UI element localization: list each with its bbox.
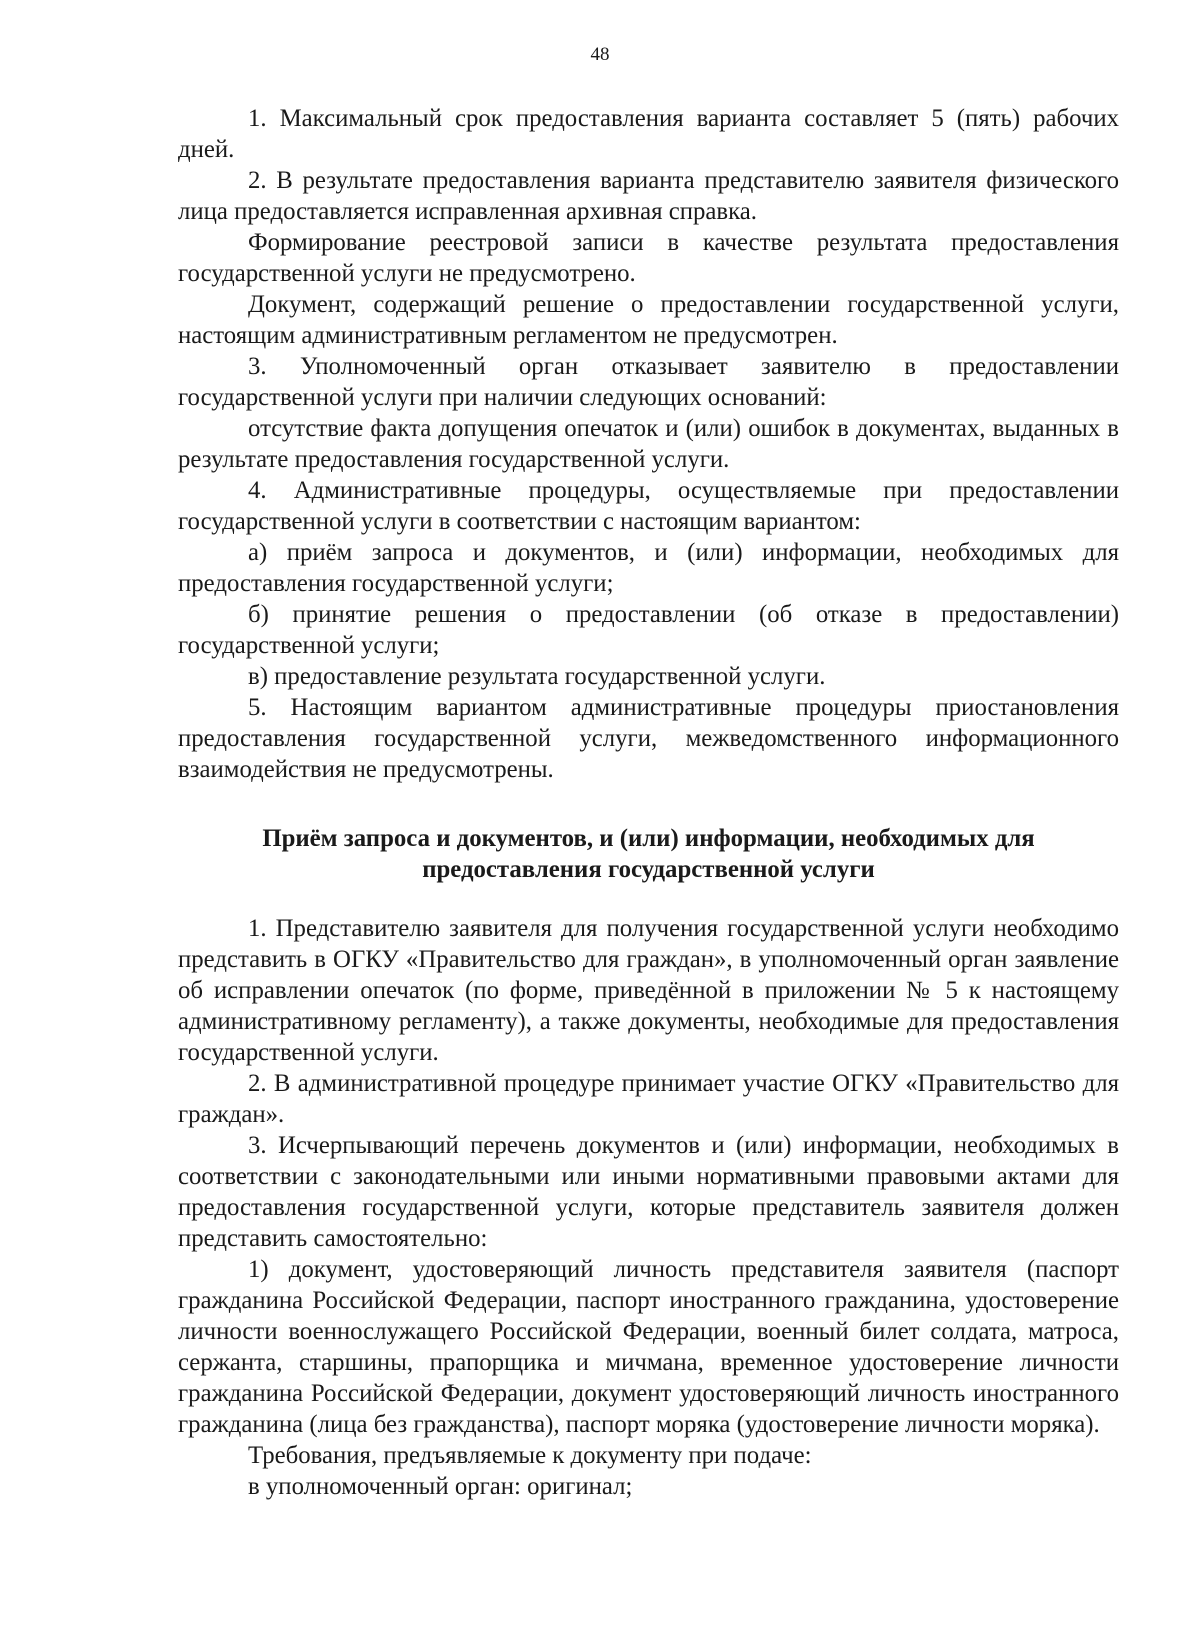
paragraph-max-term: 1. Максимальный срок предоставления варианта составляет 5 (пять) рабочих дней. [178, 105, 1119, 163]
paragraph-original: в уполномоченный орган: оригинал; [248, 1473, 633, 1500]
request-acceptance-section [178, 913, 1119, 1502]
paragraph-decision-document: Документ, содержащий решение о предоставлении государственной услуги, настоящим административным регламентом не предусмотрен. [178, 291, 1119, 349]
section-heading-line-1: Приём запроса и документов, и (или) информации, необходимых для [262, 825, 1035, 852]
paragraph-requirements: Требования, предъявляемые к документу при подаче: [248, 1442, 812, 1469]
procedure-conditions-section [178, 103, 1119, 785]
paragraph-identity-document: 1) документ, удостоверяющий личность представителя заявителя (паспорт гражданина Российской Федерации, паспорт иностранного гражданина, удостоверение личности военнослужащего Российской Федерации, военный билет солдата, матроса, сержанта, старшины, прапорщика и мичмана, временное удостоверение личности гражданина Российской Федерации, документ удостоверяющий личность иностранного гражданина (лица без гражданства), паспорт моряка (удостоверение личности моряка). [178, 1256, 1119, 1438]
paragraph-refusal: 3. Уполномоченный орган отказывает заявителю в предоставлении государственной услуги при наличии следующих оснований: [178, 353, 1119, 411]
list-item-c: в) предоставление результата государственной услуги. [248, 663, 826, 690]
paragraph-registry-record: Формирование реестровой записи в качестве результата предоставления государственной услуги не предусмотрено. [178, 229, 1119, 287]
paragraph-procedures: 4. Административные процедуры, осуществляемые при предоставлении государственной услуги в соответствии с настоящим вариантом: [178, 477, 1119, 535]
section-heading-line-2: предоставления государственной услуги [422, 856, 875, 883]
list-item-b: б) принятие решения о предоставлении (об отказе в предоставлении) государственной услуги; [178, 601, 1119, 659]
paragraph-result: 2. В результате предоставления варианта представителю заявителя физического лица предоставляется исправленная архивная справка. [178, 167, 1119, 225]
paragraph-submission: 1. Представителю заявителя для получения государственной услуги необходимо представить в ОГКУ «Правительство для граждан», в уполномоченный орган заявление об исправлении опечаток (по форме, приведённой в приложении № 5 к настоящему административному регламенту), а также документы, необходимые для предоставления государственной услуги. [178, 915, 1119, 1066]
paragraph-participant: 2. В административной процедуре принимает участие ОГКУ «Правительство для граждан». [178, 1070, 1119, 1128]
page-number: 48 [590, 44, 610, 65]
section-heading [178, 823, 1119, 885]
paragraph-refusal-ground: отсутствие факта допущения опечаток и (или) ошибок в документах, выданных в результате предоставления государственной услуги. [178, 415, 1119, 473]
list-item-a: а) приём запроса и документов, и (или) информации, необходимых для предоставления государственной услуги; [178, 539, 1119, 597]
paragraph-document-list: 3. Исчерпывающий перечень документов и (или) информации, необходимых в соответствии с законодательными или иными нормативными правовыми актами для предоставления государственной услуги, которые представитель заявителя должен представить самостоятельно: [178, 1132, 1119, 1252]
paragraph-not-provided: 5. Настоящим вариантом административные процедуры приостановления предоставления государственной услуги, межведомственного информационного взаимодействия не предусмотрены. [178, 694, 1119, 783]
